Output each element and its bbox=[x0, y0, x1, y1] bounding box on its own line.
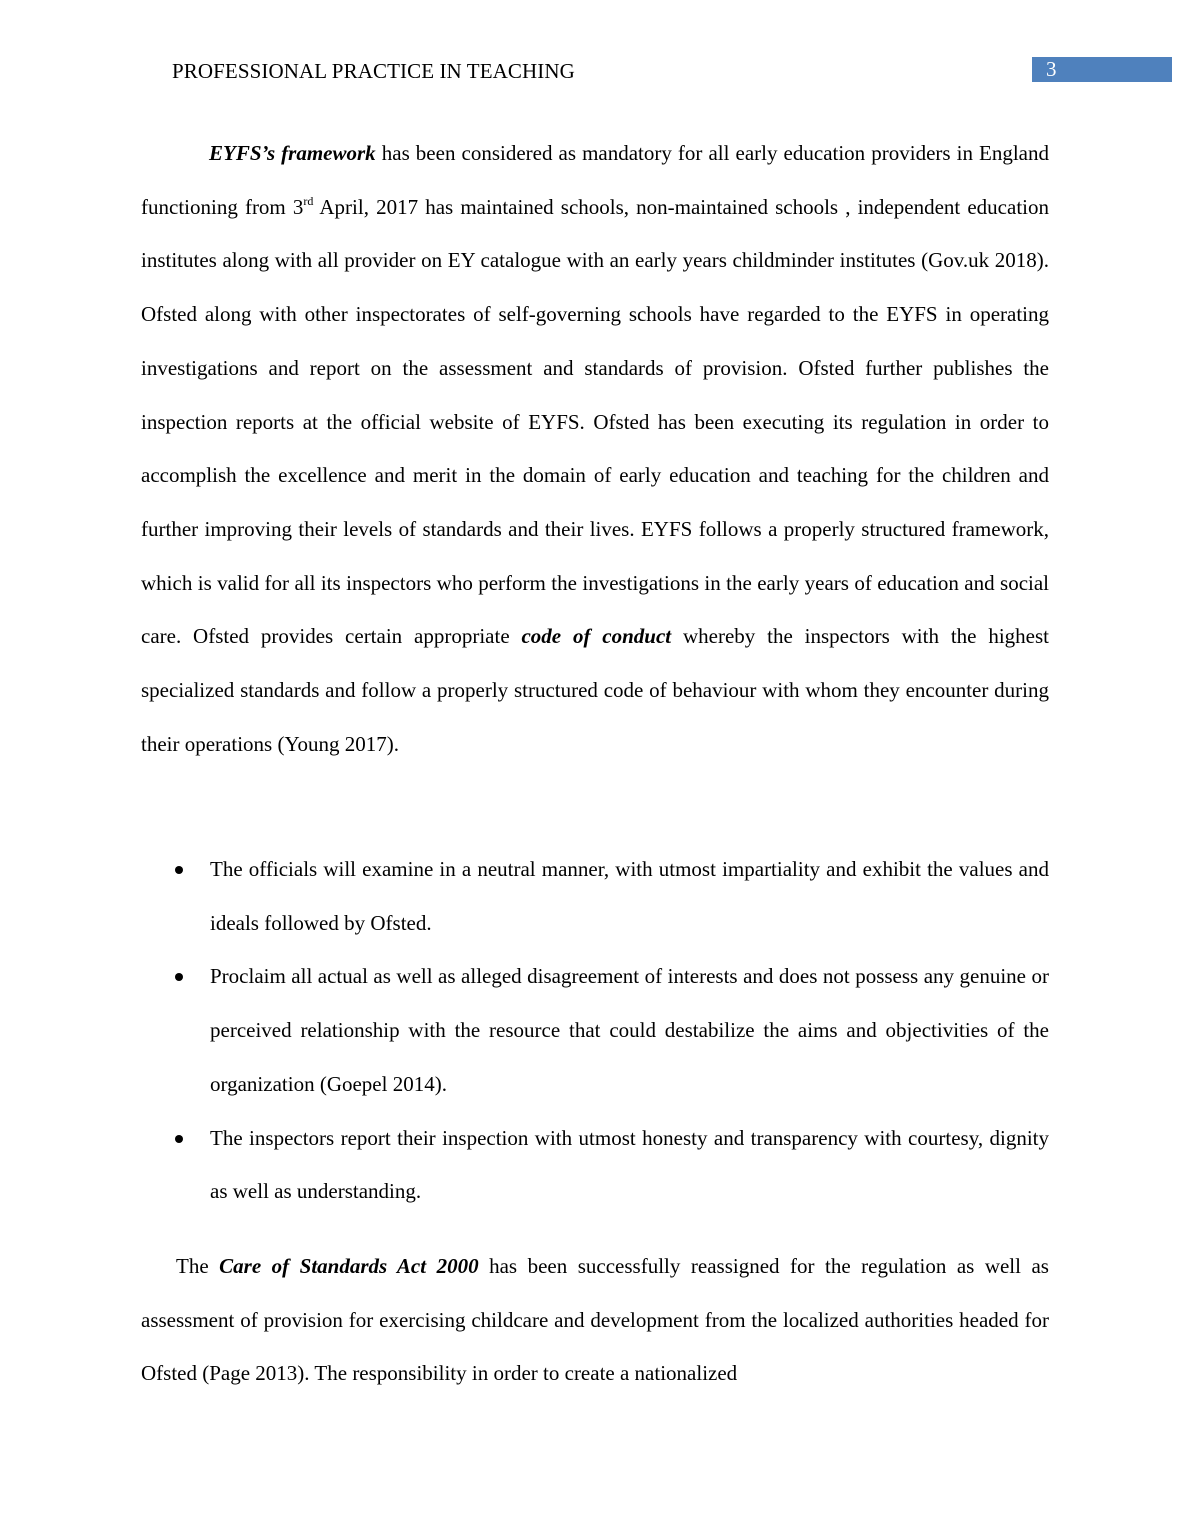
paragraph-care-standards-act bbox=[141, 1240, 1049, 1401]
bullet-dot-icon bbox=[175, 1135, 183, 1143]
bullet-list bbox=[141, 843, 1049, 1219]
paragraph1-text-a: has been considered as mandatory for all early education providers in England functioning from 3 bbox=[141, 141, 1049, 219]
paragraph2-text-b: has been successfully reassigned for the regulation as well as assessment of provision for exercising childcare and development from the localized authorities headed for Ofsted (Page 2013). The responsibility in order to create a nationalized bbox=[141, 1254, 1049, 1386]
superscript-rd: rd bbox=[303, 193, 314, 208]
bullet-text: The officials will examine in a neutral manner, with utmost impartiality and exhibit the values and ideals followed by Ofsted. bbox=[210, 857, 1049, 935]
bullet-item bbox=[141, 950, 1049, 1111]
bullet-dot-icon bbox=[175, 866, 183, 874]
page-number-box bbox=[1032, 57, 1172, 82]
paragraph1-text-b: April, 2017 has maintained schools, non-maintained schools , independent education institutes along with all provider on EY catalogue with an early years childminder institutes (Gov.uk 2018). Ofsted along with other inspectorates of self-governing schools have regarded to the EYFS in operating investigations and report on the assessment and standards of provision. Ofsted further publishes the inspection reports at the official website of EYFS. Ofsted has been executing its regulation in order to accomplish the excellence and merit in the domain of early education and teaching for the children and further improving their levels of standards and their lives. EYFS follows a properly structured framework, which is valid for all its inspectors who perform the investigations in the early years of education and social care. Ofsted provides certain appropriate bbox=[141, 194, 1049, 649]
emphasis-eyfs-framework: EYFS’s framework bbox=[209, 141, 376, 165]
bullet-text: The inspectors report their inspection with utmost honesty and transparency with courtesy, dignity as well as understanding. bbox=[210, 1125, 1049, 1204]
bullet-item bbox=[141, 1112, 1049, 1219]
paragraph-eyfs-framework bbox=[141, 127, 1049, 771]
running-head: PROFESSIONAL PRACTICE IN TEACHING bbox=[172, 59, 575, 83]
paragraph2-text-a: The bbox=[176, 1254, 220, 1278]
page-number: 3 bbox=[1046, 57, 1057, 81]
emphasis-code-of-conduct: code of conduct bbox=[521, 624, 672, 649]
emphasis-care-standards-act: Care of Standards Act 2000 bbox=[219, 1254, 479, 1278]
bullet-text: Proclaim all actual as well as alleged disagreement of interests and does not possess any genuine or perceived relationship with the resource that could destabilize the aims and objectivities of the organization (Goepel 2014). bbox=[210, 964, 1049, 1096]
paragraph1-text-c: whereby the inspectors with the highest specialized standards and follow a properly structured code of behaviour with whom they encounter during their operations (Young 2017). bbox=[141, 624, 1049, 756]
bullet-dot-icon bbox=[175, 973, 183, 981]
bullet-item bbox=[141, 843, 1049, 950]
